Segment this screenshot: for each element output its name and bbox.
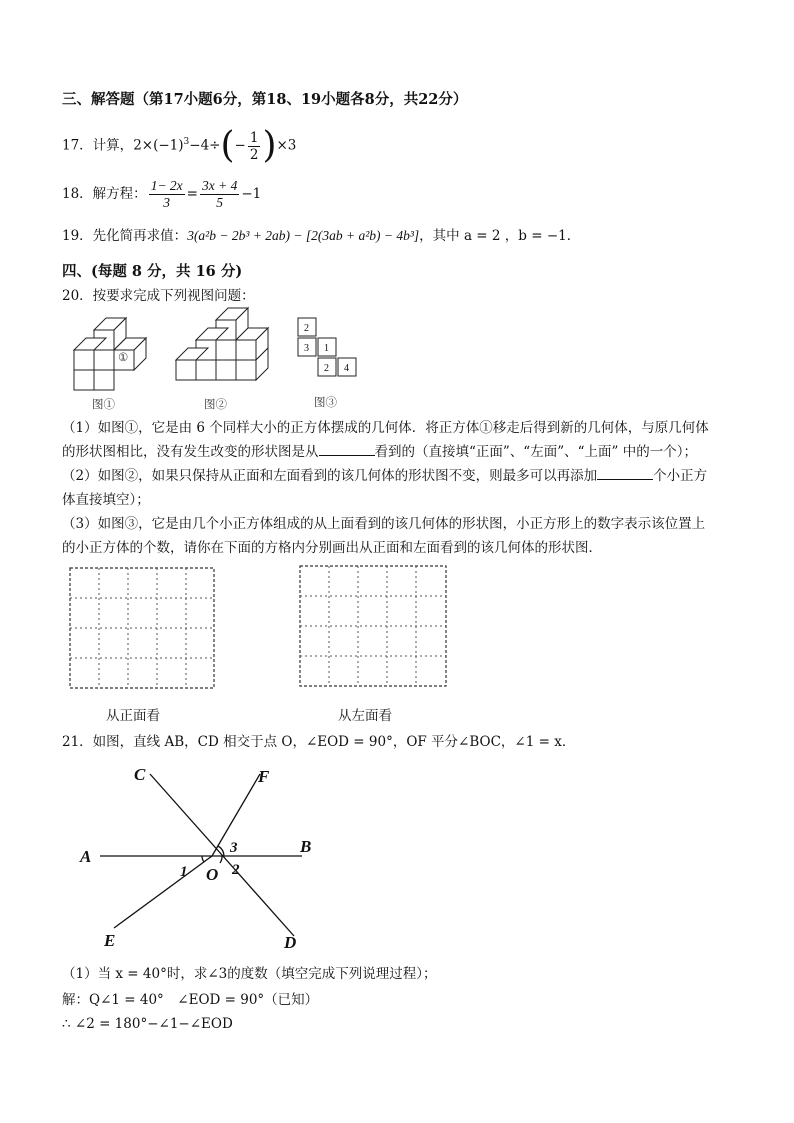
q20-part3-line2: 的小正方体的个数，请你在下面的方格内分别画出从正面和左面看到的该几何体的形状图． — [62, 540, 602, 556]
section-4-heading: 四、(每题 8 分，共 16 分) — [62, 263, 243, 280]
angle-1-label: 1 — [180, 864, 188, 880]
q18-fraction-right — [200, 178, 239, 211]
q18-num1: 1− 2x — [150, 178, 183, 193]
q20-part1-line2 — [62, 442, 697, 462]
q18-num2: 3x + 4 — [201, 178, 238, 193]
fig3-num-4: 2 — [324, 363, 329, 374]
q20-part1-blank[interactable] — [319, 443, 375, 456]
q19-prefix: 19．先化简再求值： — [62, 228, 188, 244]
front-view-label: 从正面看 — [106, 708, 160, 724]
fig3-num-2: 3 — [304, 343, 309, 354]
label-b: B — [300, 837, 312, 856]
q20-fig3-label: 图③ — [314, 395, 337, 409]
q17-expr-b: −4÷ — [189, 137, 221, 154]
angle-2-label: 2 — [232, 862, 240, 878]
q20-intro: 20．按要求完成下列视图问题： — [62, 288, 255, 304]
q19-expression: 3(a²b − 2b³ + 2ab) − [2(3ab + a²b) − 4b³] — [187, 228, 420, 243]
q17-denominator: 2 — [249, 146, 259, 163]
q20-part2-line2: 体直接填空）； — [62, 492, 150, 508]
q17-fraction — [248, 130, 261, 163]
question-19 — [62, 226, 580, 246]
q18-prefix: 18．解方程： — [62, 186, 147, 202]
section-3-heading: 三、解答题（第17小题6分，第18、19小题各8分，共22分） — [62, 91, 468, 108]
q20-part2-line1 — [62, 466, 707, 486]
q17-exponent: 3 — [183, 137, 190, 147]
q20-fig2-label: 图② — [204, 397, 227, 411]
q18-tail: −1 — [241, 186, 262, 202]
q17-numerator: 1 — [249, 129, 259, 146]
q20-fig1-mark: ① — [118, 350, 129, 364]
fig3-num-5: 4 — [344, 363, 349, 374]
q17-right-paren: ) — [262, 125, 277, 166]
q21-solution-line1: 解：Q∠1 = 40° ∠EOD = 90°（已知） — [62, 992, 319, 1008]
angle-3-label: 3 — [230, 840, 238, 856]
ray-oe — [114, 856, 212, 928]
label-e: E — [104, 931, 116, 950]
q21-solution-line2: ∴ ∠2 = 180°−∠1−∠EOD — [62, 1016, 233, 1032]
fig3-num-1: 2 — [304, 323, 309, 334]
q18-equals: = — [186, 186, 198, 202]
q17-expr-a: 2×(−1) — [133, 137, 184, 154]
q20-figure-2 — [172, 306, 272, 400]
q21-intro: 21．如图，直线 AB，CD 相交于点 O，∠EOD = 90°，OF 平分∠BOC，∠1 = x． — [62, 734, 576, 750]
q17-left-paren: ( — [220, 125, 235, 166]
q17-prefix: 17．计算， — [62, 137, 134, 154]
q20-figure-3 — [296, 316, 360, 382]
label-c: C — [134, 765, 146, 784]
q18-den1: 3 — [163, 195, 171, 210]
q20-part1-line1: （1）如图①，它是由 6 个同样大小的正方体摆成的几何体．将正方体①移走后得到新的几何体，与原几何体 — [62, 420, 709, 436]
left-view-grid[interactable] — [298, 564, 450, 690]
q20-part2-text-a: （2）如图②，如果只保持从正面和左面看到的该几何体的形状图不变，则最多可以再添加 — [62, 468, 598, 484]
fig3-num-3: 1 — [324, 343, 329, 354]
line-cd — [150, 774, 294, 936]
q18-fraction-left — [149, 178, 185, 211]
q21-part1: （1）当 x = 40°时，求∠3的度数（填空完成下列说理过程）； — [62, 966, 437, 982]
q20-part2-text-b: 个小正方 — [653, 468, 708, 484]
q20-part1-text-a: 的形状图相比，没有发生改变的形状图是从 — [62, 444, 319, 460]
q18-den2: 5 — [216, 195, 224, 210]
label-a: A — [80, 847, 92, 866]
question-18 — [62, 178, 261, 211]
q19-condition: ，其中 a = 2 ，b = −1． — [419, 228, 581, 244]
question-17 — [62, 125, 297, 166]
q21-geometry-figure — [70, 760, 330, 956]
q20-fig1-label: 图① — [92, 397, 115, 411]
label-d: D — [284, 933, 297, 952]
q17-neg: − — [234, 137, 246, 154]
label-f: F — [258, 767, 270, 786]
label-o: O — [206, 865, 219, 884]
q20-part2-blank[interactable] — [597, 467, 653, 480]
q20-part1-text-b: 看到的（直接填“正面”、“左面”、“上面” 中的一个）； — [374, 444, 697, 460]
front-view-grid[interactable] — [68, 566, 216, 692]
left-view-label: 从左面看 — [338, 708, 392, 724]
q17-expr-c: ×3 — [276, 137, 297, 154]
q20-figure-1 — [66, 310, 156, 400]
q20-part3-line1: （3）如图③，它是由几个小正方体组成的从上面看到的该几何体的形状图，小正方形上的数字表示该位置上 — [62, 516, 706, 532]
